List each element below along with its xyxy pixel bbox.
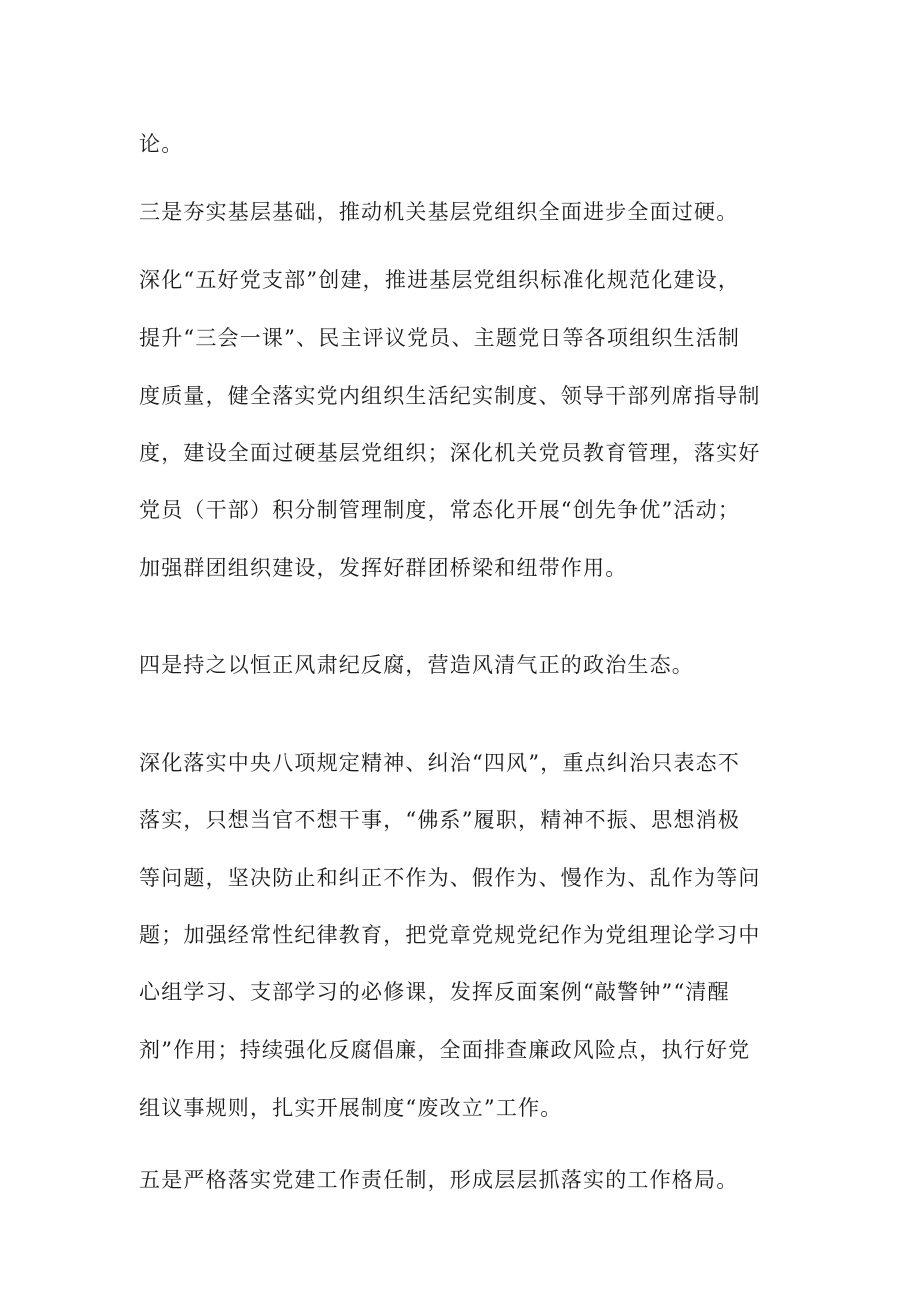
section-heading: 五是严格落实党建工作责任制，形成层层抓落实的工作格局。	[139, 1168, 739, 1192]
text-line: 深化“五好党支部”创建，推进基层党组织标准化规范化建设，	[139, 268, 741, 292]
text-line: 深化落实中央八项规定精神、纠治“四风”，重点纠治只表态不	[139, 751, 741, 775]
text-line: 等问题，坚决防止和纠正不作为、假作为、慢作为、乱作为等问	[139, 866, 761, 890]
text-line: 落实，只想当官不想干事，“佛系”履职，精神不振、思想消极	[139, 808, 741, 832]
text-line: 度质量，健全落实党内组织生活纪实制度、领导干部列席指导制	[139, 384, 761, 408]
text-line: 提升“三会一课”、民主评议党员、主题党日等各项组织生活制	[139, 326, 741, 350]
text-line: 度，建设全面过硬基层党组织；深化机关党员教育管理，落实好	[139, 441, 761, 465]
text-line: 心组学习、支部学习的必修课，发挥反面案例“敲警钟”“清醒	[139, 980, 730, 1004]
text-line: 剂”作用；持续强化反腐倡廉，全面排查廉政风险点，执行好党	[139, 1038, 751, 1062]
text-line: 组议事规则，扎实开展制度“废改立”工作。	[139, 1096, 563, 1120]
text-line: 加强群团组织建设，发挥好群团桥梁和纽带作用。	[139, 556, 628, 580]
section-heading: 四是持之以恒正风肃纪反腐，营造风清气正的政治生态。	[139, 653, 694, 677]
text-line: 论。	[139, 132, 184, 156]
section-heading: 三是夯实基层基础，推动机关基层党组织全面进步全面过硬。	[139, 200, 739, 224]
text-line: 党员（干部）积分制管理制度，常态化开展“创先争优”活动；	[139, 498, 741, 522]
text-line: 题；加强经常性纪律教育，把党章党规党纪作为党组理论学习中	[139, 923, 761, 947]
